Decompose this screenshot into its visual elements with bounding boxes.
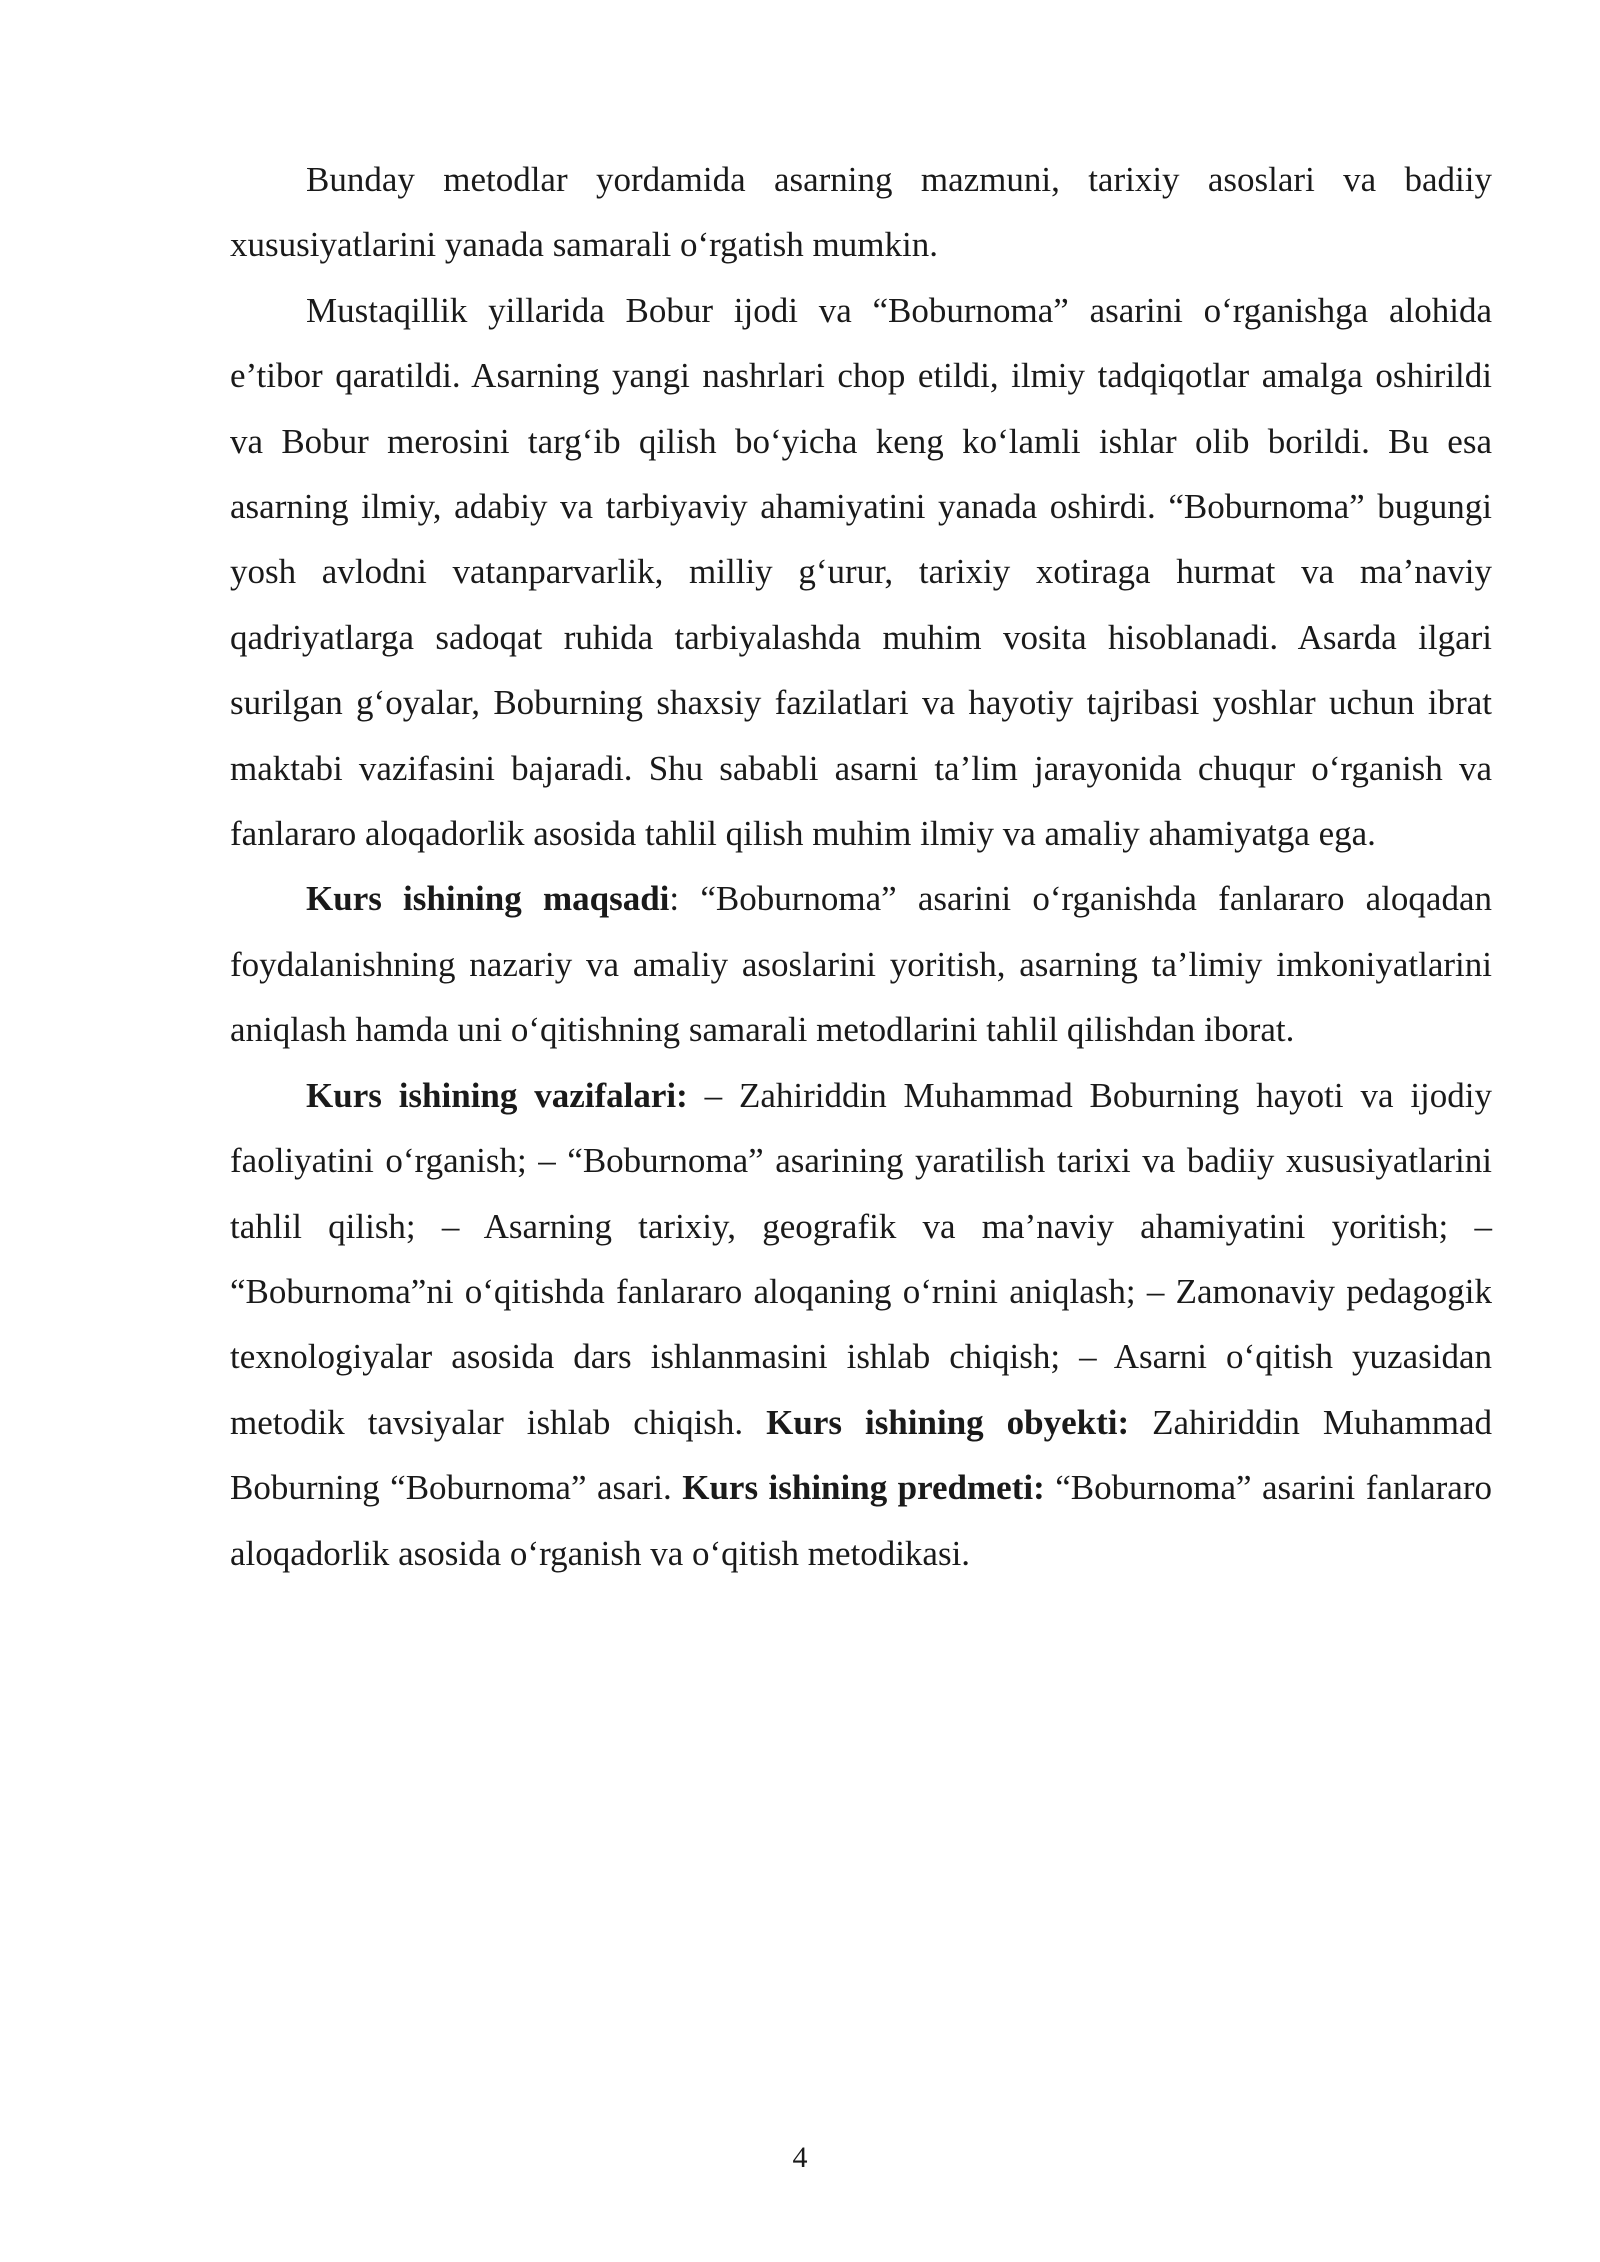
course-goal-text: : “Boburnoma” asarini o‘rganishda fanlararo aloqadan foydalanishning nazariy va amaliy asoslarini yoritish, asarning ta’limiy imkoniyatlarini aniqlash hamda uni o‘qitishning samarali metodlarini tahlil qilishdan iborat. [230, 879, 1492, 1050]
course-tasks-label: Kurs ishining vazifalari: [306, 1075, 688, 1115]
paragraph-methods-summary [230, 147, 1492, 278]
paragraph-course-tasks [230, 1063, 1492, 1586]
paragraph-independence-years [230, 278, 1492, 867]
page-body [230, 147, 1492, 1586]
course-subject-label: Kurs ishining predmeti: [682, 1468, 1045, 1508]
course-tasks-text: – Zahiriddin Muhammad Boburning hayoti va ijodiy faoliyatini o‘rganish; – “Boburnoma” asarining yaratilish tarixi va badiiy xususiyatlarini tahlil qilish; – Asarning tarixiy, geografik va ma’naviy ahamiyatini yoritish; – “Boburnoma”ni o‘qitishda fanlararo aloqaning o‘rnini aniqlash; – Zamonaviy pedagogik texnologiyalar asosida dars ishlanmasini ishlab chiqish; – Asarni o‘qitish yuzasidan metodik tavsiyalar ishlab chiqish. [230, 1075, 1492, 1442]
course-object-label: Kurs ishining obyekti: [766, 1402, 1130, 1442]
course-goal-label: Kurs ishining maqsadi [306, 879, 670, 919]
course-subject-text: “Boburnoma” asarini fanlararo aloqadorlik asosida o‘rganish va o‘qitish metodikasi. [230, 1468, 1493, 1573]
paragraph-text: Mustaqillik yillarida Bobur ijodi va “Boburnoma” asarini o‘rganishga alohida e’tibor qaratildi. Asarning yangi nashrlari chop etildi, ilmiy tadqiqotlar amalga oshirildi va Bobur merosini targ‘ib qilish bo‘yicha keng ko‘lamli ishlar olib borildi. Bu esa asarning ilmiy, adabiy va tarbiyaviy ahamiyatini yanada oshirdi. “Boburnoma” bugungi yosh avlodni vatanparvarlik, milliy g‘urur, tarixiy xotiraga hurmat va ma’naviy qadriyatlarga sadoqat ruhida tarbiyalashda muhim vosita hisoblanadi. Asarda ilgari surilgan g‘oyalar, Boburning shaxsiy fazilatlari va hayotiy tajribasi yoshlar uchun ibrat maktabi vazifasini bajaradi. Shu sababli asarni ta’lim jarayonida chuqur o‘rganish va fanlararo aloqadorlik asosida tahlil qilish muhim ilmiy va amaliy ahamiyatga ega. [230, 290, 1492, 854]
page-number: 4 [792, 2141, 808, 2174]
course-object-text: Zahiriddin Muhammad Boburning “Boburnoma” asari. [230, 1402, 1492, 1508]
paragraph-course-goal [230, 866, 1492, 1062]
paragraph-text: Bunday metodlar yordamida asarning mazmuni, tarixiy asoslari va badiiy xususiyatlarini yanada samarali o‘rgatish mumkin. [230, 160, 1492, 265]
